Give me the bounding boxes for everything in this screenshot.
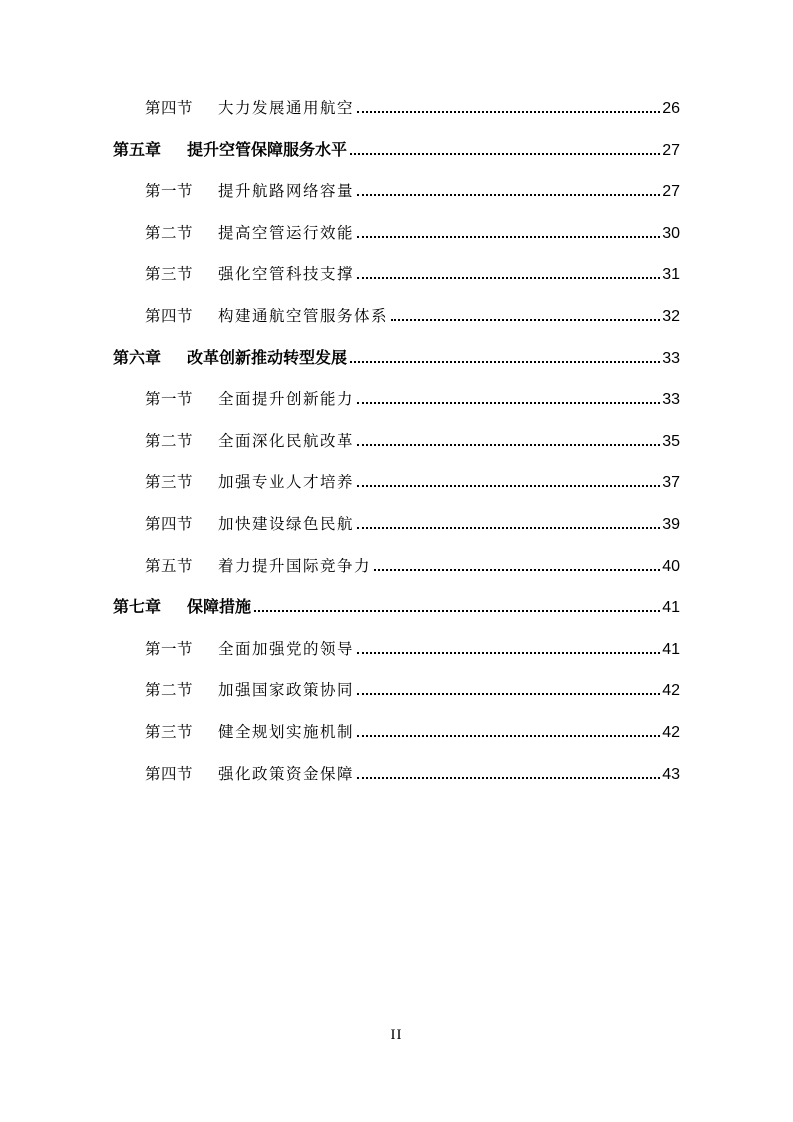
section-number: 第四节 — [145, 515, 194, 533]
toc-section-entry[interactable] — [145, 466, 680, 492]
toc-section-entry[interactable] — [145, 258, 680, 284]
section-title: 健全规划实施机制 — [218, 723, 355, 741]
dot-leader — [350, 361, 660, 363]
toc-page-number: 37 — [662, 474, 680, 492]
chapter-number: 第六章 — [113, 347, 162, 367]
toc-page-number: 27 — [662, 141, 680, 159]
toc-section-entry[interactable] — [145, 300, 680, 326]
dot-leader — [357, 194, 660, 196]
toc-section-entry[interactable] — [145, 425, 680, 451]
section-title: 加强专业人才培养 — [218, 473, 355, 492]
section-number: 第四节 — [145, 99, 194, 117]
section-number: 第一节 — [145, 639, 194, 658]
toc-page-number: 42 — [662, 682, 680, 700]
section-number: 第一节 — [145, 182, 194, 201]
section-title: 提升航路网络容量 — [218, 182, 355, 201]
section-number: 第五节 — [145, 556, 194, 575]
chapter-title: 改革创新推动转型发展 — [187, 347, 348, 367]
section-title: 全面加强党的领导 — [218, 639, 355, 658]
toc-section-entry[interactable] — [145, 508, 680, 534]
dot-leader — [357, 485, 660, 487]
section-title: 加快建设绿色民航 — [218, 515, 355, 533]
toc-section-entry[interactable] — [145, 633, 680, 659]
section-title: 构建通航空管服务体系 — [218, 307, 389, 325]
section-number: 第四节 — [145, 307, 194, 325]
section-number: 第二节 — [145, 223, 194, 242]
dot-leader — [357, 777, 660, 779]
dot-leader — [357, 527, 660, 529]
toc-page-number: 26 — [662, 100, 680, 117]
toc-page-number: 31 — [662, 266, 680, 284]
toc-section-entry[interactable] — [145, 175, 680, 201]
dot-leader — [357, 277, 660, 279]
toc-section-entry[interactable] — [145, 674, 680, 700]
section-title: 强化政策资金保障 — [218, 764, 355, 783]
toc-page-number: 27 — [662, 183, 680, 201]
section-number: 第二节 — [145, 681, 194, 700]
dot-leader — [374, 569, 660, 571]
chapter-title: 提升空管保障服务水平 — [187, 139, 348, 159]
toc-chapter-entry[interactable] — [113, 591, 680, 617]
section-title: 全面提升创新能力 — [218, 390, 355, 409]
dot-leader — [357, 735, 660, 737]
dot-leader — [357, 236, 660, 238]
toc-page-number: 41 — [662, 640, 680, 658]
section-title: 大力发展通用航空 — [218, 99, 355, 117]
toc-page-number: 33 — [662, 349, 680, 367]
toc-page-number: 30 — [662, 224, 680, 242]
dot-leader — [357, 402, 660, 404]
dot-leader — [357, 693, 660, 695]
toc-page-number: 39 — [662, 516, 680, 533]
section-number: 第一节 — [145, 390, 194, 409]
dot-leader — [254, 610, 660, 612]
toc-chapter-entry[interactable] — [113, 342, 680, 368]
page-number: II — [390, 1027, 403, 1043]
toc-page-number: 32 — [662, 308, 680, 325]
toc-page-number: 40 — [662, 557, 680, 575]
toc-page-number: 43 — [662, 765, 680, 783]
dot-leader — [350, 153, 660, 155]
section-title: 提高空管运行效能 — [218, 223, 355, 242]
dot-leader — [357, 111, 660, 113]
toc-section-entry[interactable] — [145, 92, 680, 118]
toc-section-entry[interactable] — [145, 550, 680, 576]
dot-leader — [357, 444, 660, 446]
section-title: 加强国家政策协同 — [218, 681, 355, 700]
section-number: 第二节 — [145, 431, 194, 450]
section-number: 第三节 — [145, 265, 194, 284]
toc-page-number: 41 — [662, 599, 680, 617]
toc-section-entry[interactable] — [145, 758, 680, 784]
section-number: 第三节 — [145, 723, 194, 741]
toc-page-number: 35 — [662, 432, 680, 450]
toc-page-number: 42 — [662, 724, 680, 741]
toc-section-entry[interactable] — [145, 217, 680, 243]
section-number: 第四节 — [145, 764, 194, 783]
toc-section-entry[interactable] — [145, 383, 680, 409]
section-title: 着力提升国际竞争力 — [218, 556, 372, 575]
dot-leader — [357, 652, 660, 654]
chapter-number: 第五章 — [113, 139, 162, 159]
chapter-number: 第七章 — [113, 597, 162, 617]
section-number: 第三节 — [145, 473, 194, 492]
toc-page-number: 33 — [662, 391, 680, 409]
toc-section-entry[interactable] — [145, 716, 680, 742]
section-title: 强化空管科技支撑 — [218, 265, 355, 284]
dot-leader — [391, 319, 660, 321]
toc-chapter-entry[interactable] — [113, 134, 680, 160]
section-title: 全面深化民航改革 — [218, 431, 355, 450]
chapter-title: 保障措施 — [187, 597, 252, 617]
